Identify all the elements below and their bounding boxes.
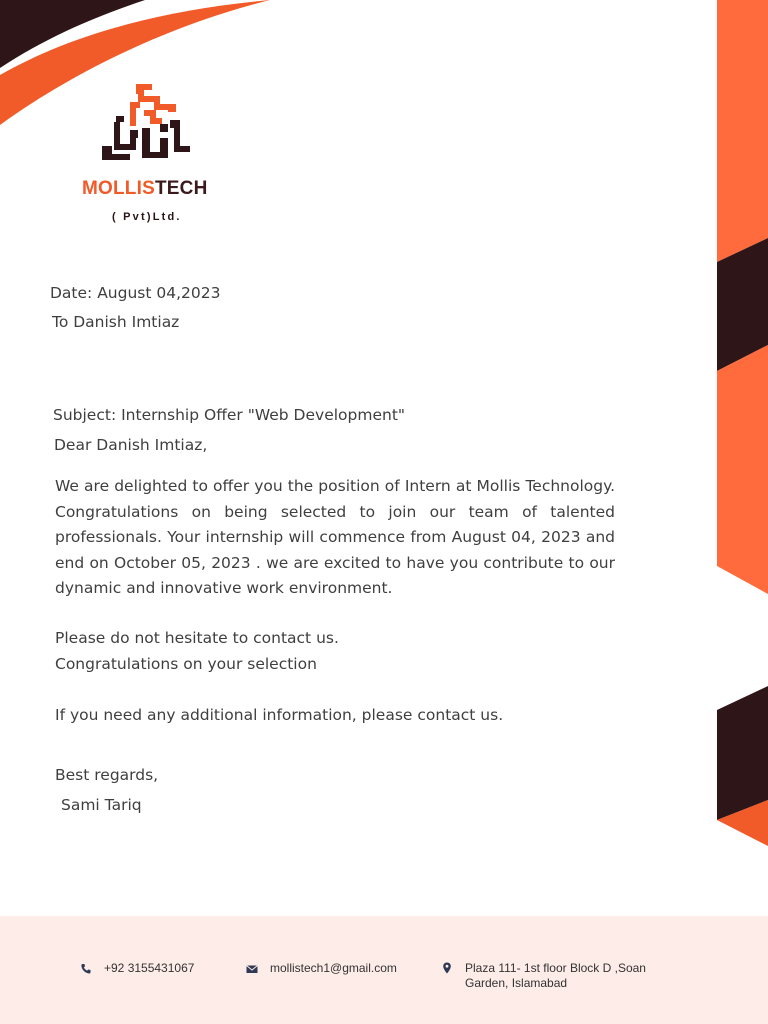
letter-signature: Sami Tariq xyxy=(61,796,142,814)
footer-address xyxy=(465,961,646,991)
company-logo-icon xyxy=(100,80,196,170)
location-pin-icon xyxy=(441,962,453,974)
letter-closing: Best regards, xyxy=(55,766,159,784)
letter-body: We are delighted to offer you the position of Intern at Mollis Technology. Congratulations on being selected to join our team of talented professionals. Your internship will commence from August 04, 2023 and end on October 05, 2023 . we are excited to have you contribute to our dynamic and innovative work environment. xyxy=(55,477,615,598)
footer-address-line2: Garden, Islamabad xyxy=(465,976,568,990)
phone-icon xyxy=(80,963,92,975)
company-name-part2: TECH xyxy=(154,178,208,199)
letter-contact-line: Please do not hesitate to contact us. xyxy=(55,629,339,647)
letter-date: Date: August 04,2023 xyxy=(50,284,221,302)
right-orange-band-middle xyxy=(717,345,768,594)
letter-info-line: If you need any additional information, please contact us. xyxy=(55,706,504,724)
company-suffix: ( Pvt)Ltd. xyxy=(112,211,182,223)
footer-phone[interactable]: +92 3155431067 xyxy=(104,961,195,975)
letter-subject: Subject: Internship Offer "Web Development" xyxy=(53,406,406,424)
right-dark-band-lower xyxy=(717,686,768,820)
right-orange-band-top xyxy=(717,0,768,262)
footer-address-line1: Plaza 111- 1st floor Block D ,Soan xyxy=(465,961,646,975)
footer-email[interactable]: mollistech1@gmail.com xyxy=(270,961,397,975)
letter-congrats-line: Congratulations on your selection xyxy=(55,655,317,673)
mail-icon xyxy=(246,963,258,975)
letter-recipient: To Danish Imtiaz xyxy=(52,313,180,331)
footer xyxy=(0,916,768,1024)
company-name xyxy=(82,178,208,200)
letter-greeting: Dear Danish Imtiaz, xyxy=(54,436,208,454)
company-name-part1: MOLLIS xyxy=(82,178,155,199)
